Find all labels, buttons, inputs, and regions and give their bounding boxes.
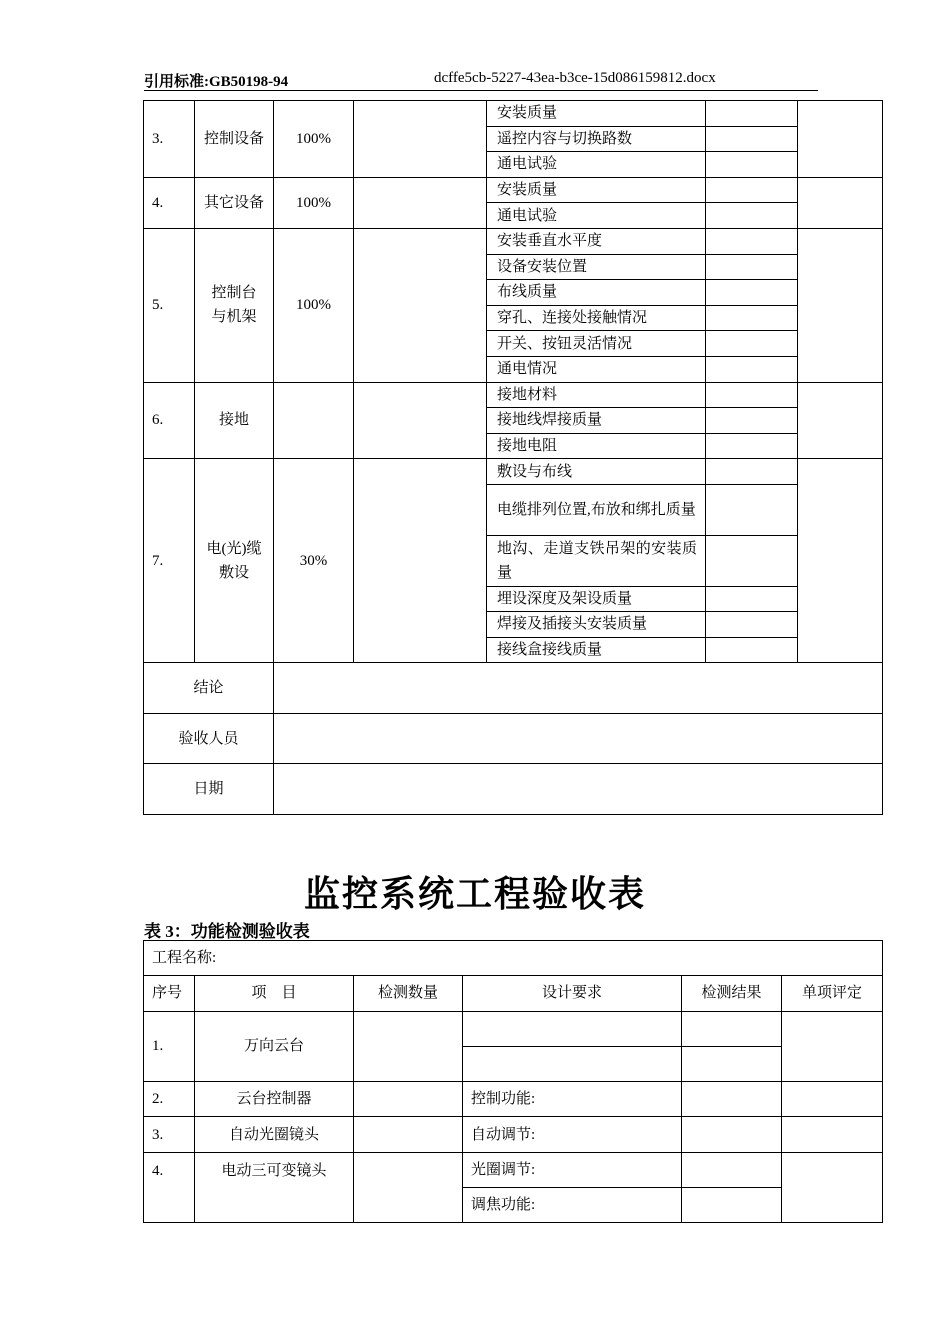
check-item: 通电情况 bbox=[487, 356, 706, 382]
check-item: 接地材料 bbox=[487, 382, 706, 408]
check-item: 安装垂直水平度 bbox=[487, 228, 706, 254]
conclusion-field[interactable] bbox=[274, 663, 883, 714]
rating-cell[interactable] bbox=[798, 382, 883, 459]
requirement-cell[interactable] bbox=[463, 1011, 682, 1046]
standard-reference: 引用标准:GB50198-94 bbox=[144, 74, 289, 90]
result-cell[interactable] bbox=[706, 356, 798, 382]
column-header: 序号 bbox=[144, 976, 195, 1011]
check-item: 焊接及插接头安装质量 bbox=[487, 612, 706, 638]
column-header: 项 目 bbox=[195, 976, 354, 1011]
project-name-row bbox=[144, 941, 883, 976]
conclusion-row bbox=[144, 663, 883, 714]
result-cell[interactable] bbox=[706, 586, 798, 612]
check-item: 通电试验 bbox=[487, 203, 706, 229]
check-item: 布线质量 bbox=[487, 280, 706, 306]
result-cell[interactable] bbox=[706, 484, 798, 535]
inspectors-row bbox=[144, 713, 883, 764]
result-cell[interactable] bbox=[706, 433, 798, 459]
result-cell[interactable] bbox=[706, 280, 798, 306]
column-header: 设计要求 bbox=[463, 976, 682, 1011]
item-name: 云台控制器 bbox=[195, 1082, 354, 1117]
quantity-cell[interactable] bbox=[354, 1152, 463, 1223]
check-item: 敷设与布线 bbox=[487, 459, 706, 485]
result-cell[interactable] bbox=[706, 203, 798, 229]
row-number: 7. bbox=[144, 459, 195, 663]
rating-cell[interactable] bbox=[782, 1117, 883, 1152]
blank-cell bbox=[354, 382, 487, 459]
result-cell[interactable] bbox=[682, 1046, 782, 1081]
check-item: 埋设深度及架设质量 bbox=[487, 586, 706, 612]
rating-cell[interactable] bbox=[782, 1011, 883, 1082]
table-row bbox=[144, 177, 883, 203]
column-header: 检测数量 bbox=[354, 976, 463, 1011]
result-cell[interactable] bbox=[706, 254, 798, 280]
item-name: 自动光圈镜头 bbox=[195, 1117, 354, 1152]
conclusion-label: 结论 bbox=[144, 663, 274, 714]
blank-cell bbox=[354, 228, 487, 382]
quantity-cell[interactable] bbox=[354, 1117, 463, 1152]
sampling-ratio: 30% bbox=[274, 459, 354, 663]
document-filename: dcffe5cb-5227-43ea-b3ce-15d086159812.docx bbox=[434, 70, 716, 86]
table-row bbox=[144, 459, 883, 485]
result-cell[interactable] bbox=[682, 1188, 782, 1223]
project-name-label[interactable]: 工程名称: bbox=[144, 941, 883, 976]
page-header bbox=[144, 68, 818, 91]
inspectors-field[interactable] bbox=[274, 713, 883, 764]
row-number: 4. bbox=[144, 177, 195, 228]
column-header: 检测结果 bbox=[682, 976, 782, 1011]
quantity-cell[interactable] bbox=[354, 1011, 463, 1082]
item-name: 控制台与机架 bbox=[195, 228, 274, 382]
column-header: 单项评定 bbox=[782, 976, 883, 1011]
table-row bbox=[144, 1011, 883, 1046]
row-number: 6. bbox=[144, 382, 195, 459]
inspection-table bbox=[143, 100, 883, 815]
item-name: 接地 bbox=[195, 382, 274, 459]
result-cell[interactable] bbox=[706, 459, 798, 485]
check-item: 地沟、走道支铁吊架的安装质量 bbox=[487, 535, 706, 586]
result-cell[interactable] bbox=[706, 177, 798, 203]
sampling-ratio bbox=[274, 382, 354, 459]
check-item: 穿孔、连接处接触情况 bbox=[487, 305, 706, 331]
blank-cell bbox=[354, 459, 487, 663]
result-cell[interactable] bbox=[706, 612, 798, 638]
rating-cell[interactable] bbox=[798, 459, 883, 663]
requirement-cell[interactable]: 控制功能: bbox=[463, 1082, 682, 1117]
result-cell[interactable] bbox=[682, 1152, 782, 1187]
header-row bbox=[144, 976, 883, 1011]
inspectors-label: 验收人员 bbox=[144, 713, 274, 764]
table-row bbox=[144, 1082, 883, 1117]
result-cell[interactable] bbox=[706, 408, 798, 434]
date-label: 日期 bbox=[144, 764, 274, 815]
requirement-cell[interactable]: 光圈调节: bbox=[463, 1152, 682, 1187]
item-name: 电(光)缆敷设 bbox=[195, 459, 274, 663]
check-item: 接地电阻 bbox=[487, 433, 706, 459]
result-cell[interactable] bbox=[706, 331, 798, 357]
result-cell[interactable] bbox=[682, 1011, 782, 1046]
date-row bbox=[144, 764, 883, 815]
result-cell[interactable] bbox=[706, 228, 798, 254]
rating-cell[interactable] bbox=[798, 177, 883, 228]
result-cell[interactable] bbox=[706, 101, 798, 127]
table-row bbox=[144, 1152, 883, 1187]
sampling-ratio: 100% bbox=[274, 228, 354, 382]
requirement-cell[interactable] bbox=[463, 1046, 682, 1081]
date-field[interactable] bbox=[274, 764, 883, 815]
check-item: 通电试验 bbox=[487, 152, 706, 178]
table-row bbox=[144, 1117, 883, 1152]
requirement-cell[interactable]: 调焦功能: bbox=[463, 1188, 682, 1223]
result-cell[interactable] bbox=[706, 126, 798, 152]
row-number: 2. bbox=[144, 1082, 195, 1117]
sampling-ratio: 100% bbox=[274, 101, 354, 178]
result-cell[interactable] bbox=[706, 382, 798, 408]
table-row bbox=[144, 382, 883, 408]
table-caption: 表 3：功能检测验收表 bbox=[144, 922, 310, 941]
result-cell[interactable] bbox=[706, 535, 798, 586]
result-cell[interactable] bbox=[682, 1082, 782, 1117]
result-cell[interactable] bbox=[706, 152, 798, 178]
item-name: 电动三可变镜头 bbox=[195, 1152, 354, 1223]
row-number: 4. bbox=[144, 1152, 195, 1223]
check-item: 接线盒接线质量 bbox=[487, 637, 706, 663]
table-row bbox=[144, 101, 883, 127]
row-number: 3. bbox=[144, 101, 195, 178]
check-item: 接地线焊接质量 bbox=[487, 408, 706, 434]
item-name: 万向云台 bbox=[195, 1011, 354, 1082]
function-test-table bbox=[143, 940, 883, 1223]
rating-cell[interactable] bbox=[798, 228, 883, 382]
rating-cell[interactable] bbox=[782, 1082, 883, 1117]
item-name: 控制设备 bbox=[195, 101, 274, 178]
row-number: 3. bbox=[144, 1117, 195, 1152]
blank-cell bbox=[354, 177, 487, 228]
quantity-cell[interactable] bbox=[354, 1082, 463, 1117]
sampling-ratio: 100% bbox=[274, 177, 354, 228]
requirement-cell[interactable]: 自动调节: bbox=[463, 1117, 682, 1152]
check-item: 安装质量 bbox=[487, 101, 706, 127]
item-name: 其它设备 bbox=[195, 177, 274, 228]
result-cell[interactable] bbox=[706, 637, 798, 663]
rating-cell[interactable] bbox=[782, 1152, 883, 1223]
page-title: 监控系统工程验收表 bbox=[303, 874, 646, 914]
check-item: 设备安装位置 bbox=[487, 254, 706, 280]
table-row bbox=[144, 228, 883, 254]
check-item: 电缆排列位置,布放和绑扎质量 bbox=[487, 484, 706, 535]
check-item: 安装质量 bbox=[487, 177, 706, 203]
result-cell[interactable] bbox=[706, 305, 798, 331]
check-item: 遥控内容与切换路数 bbox=[487, 126, 706, 152]
blank-cell bbox=[354, 101, 487, 178]
result-cell[interactable] bbox=[682, 1117, 782, 1152]
check-item: 开关、按钮灵活情况 bbox=[487, 331, 706, 357]
row-number: 5. bbox=[144, 228, 195, 382]
row-number: 1. bbox=[144, 1011, 195, 1082]
rating-cell[interactable] bbox=[798, 101, 883, 178]
